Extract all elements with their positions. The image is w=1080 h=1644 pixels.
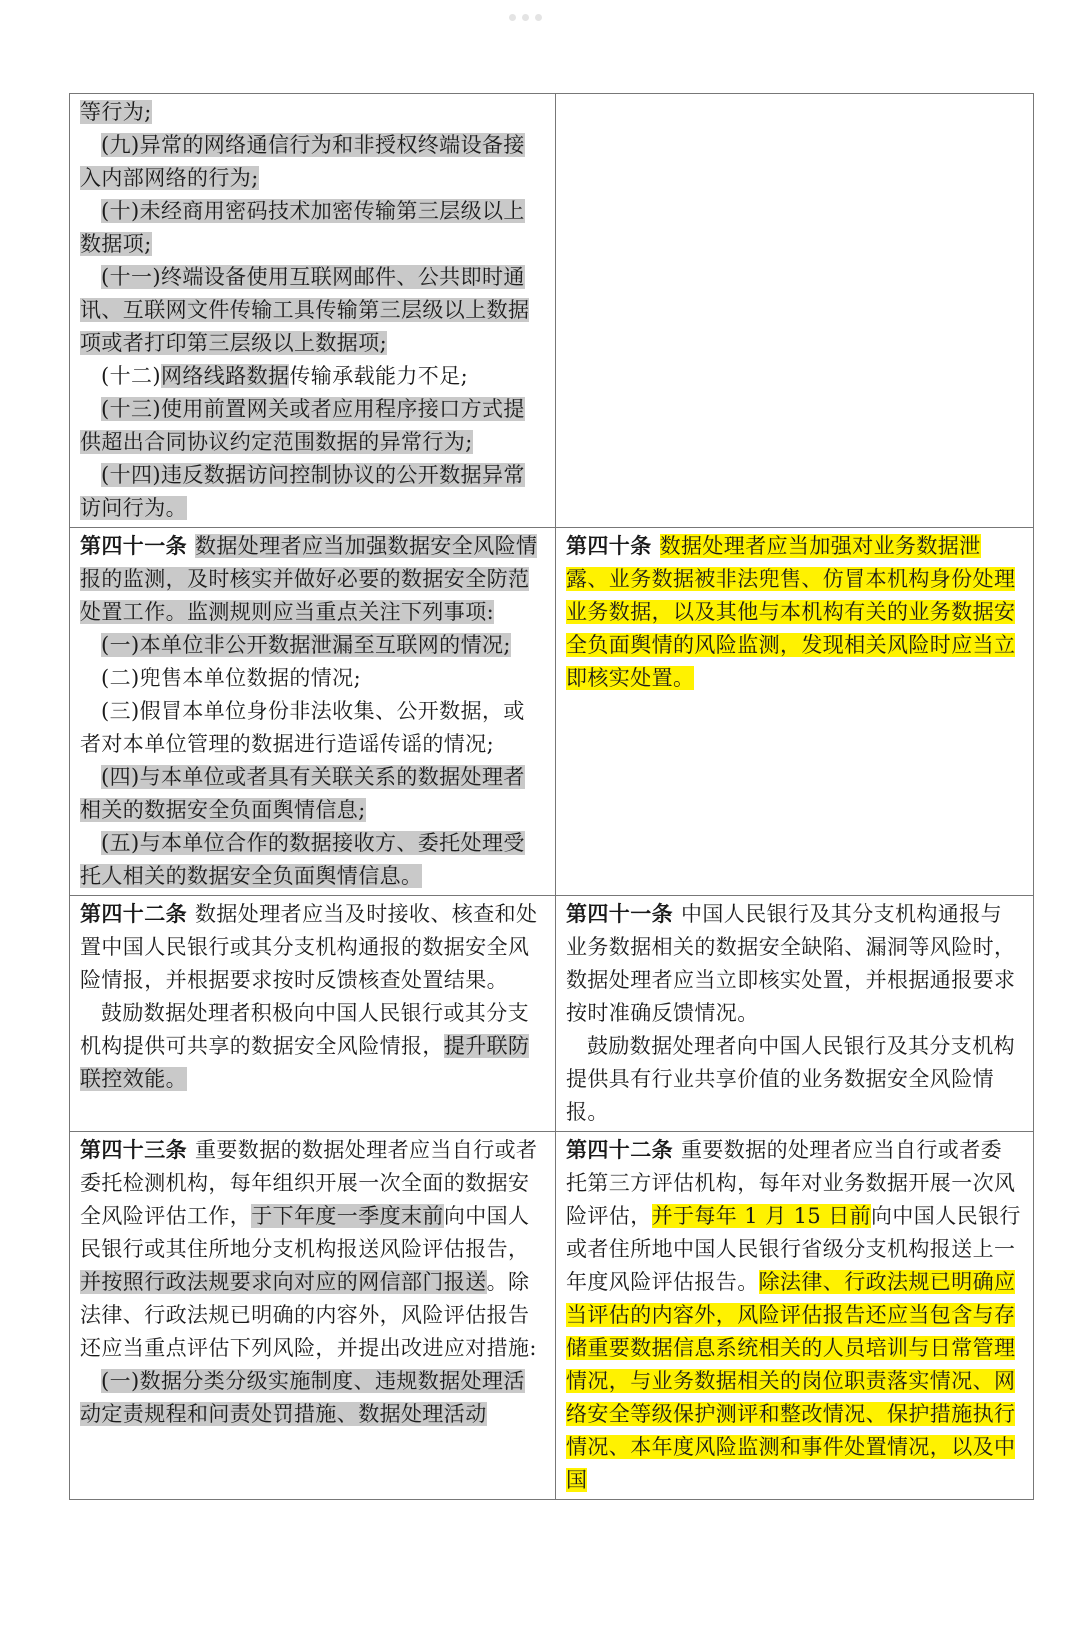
old-text-cell — [556, 528, 1034, 896]
article-number: 第四十二条 — [566, 1138, 673, 1162]
paragraph — [80, 393, 545, 459]
text-segment: 鼓励数据处理者积极向中国人民银行或其分支机构提供可共享的数据安全风险情报， — [80, 1001, 529, 1058]
highlighted-text: 提升联防联控效能。 — [80, 1034, 530, 1091]
paragraph — [80, 629, 545, 662]
text-segment: 向中国人民银行或其住所地分支机构报送风险评估报告， — [80, 1204, 530, 1261]
text-segment: 中国人民银行及其分支机构通报与业务数据相关的数据安全缺陷、漏洞等风险时，数据处理者应当立即核实处置，并根据通报要求按时准确反馈情况。 — [566, 902, 1016, 1025]
paragraph — [80, 129, 545, 195]
paragraph — [566, 898, 1023, 1030]
highlighted-text: 数据处理者应当加强数据安全风险情报的监测，及时核实并做好必要的数据安全防范处置工作。监测规则应当重点关注下列事项: — [80, 534, 538, 624]
paragraph — [80, 827, 545, 893]
new-text-cell — [70, 528, 556, 896]
article-number: 第四十条 — [566, 534, 652, 558]
table-row — [70, 528, 1034, 896]
text-segment: 传输承载能力不足; — [289, 364, 469, 388]
table-row — [70, 94, 1034, 528]
paragraph — [80, 530, 545, 629]
highlighted-text: 数据处理者应当加强对业务数据泄露、业务数据被非法兜售、仿冒本机构身份处理业务数据，以及其他与本机构有关的业务数据安全负面舆情的风险监测，发现相关风险时应当立即核实处置。 — [566, 534, 1016, 690]
highlighted-text: (四)与本单位或者具有关联关系的数据处理者相关的数据安全负面舆情信息; — [80, 765, 525, 822]
comparison-table — [69, 93, 1034, 1500]
highlighted-text: (十一)终端设备使用互联网邮件、公共即时通讯、互联网文件传输工具传输第三层级以上数据项或者打印第三层级以上数据项; — [80, 265, 530, 355]
highlighted-text: (十四)违反数据访问控制协议的公开数据异常访问行为。 — [80, 463, 525, 520]
highlighted-text: (十三)使用前置网关或者应用程序接口方式提供超出合同协议约定范围数据的异常行为; — [80, 397, 525, 454]
page-indicator-dots — [505, 14, 545, 22]
highlighted-text: 于下年度一季度末前 — [251, 1204, 444, 1228]
text-segment: 鼓励数据处理者向中国人民银行及其分支机构提供具有行业共享价值的业务数据安全风险情报。 — [566, 1034, 1015, 1124]
paragraph — [80, 997, 545, 1096]
paragraph — [80, 195, 545, 261]
old-text-cell — [556, 1132, 1034, 1500]
text-segment: 数据处理者应当及时接收、核查和处置中国人民银行或其分支机构通报的数据安全风险情报，并根据要求按时反馈核查处置结果。 — [80, 902, 538, 992]
highlighted-text: (九)异常的网络通信行为和非授权终端设备接入内部网络的行为; — [80, 133, 525, 190]
paragraph — [80, 662, 545, 695]
paragraph — [80, 96, 545, 129]
paragraph — [80, 459, 545, 525]
highlighted-text: 等行为; — [80, 100, 152, 124]
table-row — [70, 1132, 1034, 1500]
text-segment: (十二) — [101, 364, 161, 388]
paragraph — [80, 360, 545, 393]
text-segment: (二)兜售本单位数据的情况; — [101, 666, 362, 690]
new-text-cell — [70, 1132, 556, 1500]
highlighted-text: 除法律、行政法规已明确应当评估的内容外，风险评估报告还应当包含与存储重要数据信息系统相关的人员培训与日常管理情况，与业务数据相关的岗位职责落实情况、网络安全等级保护测评和整改情况、保护措施执行情况、本年度风险监测和事件处置情况，以及中国 — [566, 1270, 1016, 1492]
paragraph — [566, 530, 1023, 695]
paragraph — [80, 898, 545, 997]
paragraph — [566, 1134, 1023, 1497]
text-segment: (三)假冒本单位身份非法收集、公开数据，或者对本单位管理的数据进行造谣传谣的情况; — [80, 699, 525, 756]
highlighted-text: 网络线路数据 — [161, 364, 290, 388]
article-number: 第四十三条 — [80, 1138, 187, 1162]
new-text-cell — [70, 896, 556, 1132]
table-row — [70, 896, 1034, 1132]
old-text-cell — [556, 896, 1034, 1132]
paragraph — [80, 695, 545, 761]
highlighted-text: (一)本单位非公开数据泄漏至互联网的情况; — [101, 633, 511, 657]
new-text-cell — [70, 94, 556, 528]
paragraph — [80, 761, 545, 827]
paragraph — [80, 261, 545, 360]
text-segment: 重要数据的处理者应当自行或者委托第三方评估机构，每年对业务数据开展一次风险评估， — [566, 1138, 1016, 1228]
highlighted-text: (十)未经商用密码技术加密传输第三层级以上数据项; — [80, 199, 525, 256]
highlighted-text: 并按照行政法规要求向对应的网信部门报送 — [80, 1270, 487, 1294]
article-number: 第四十二条 — [80, 902, 187, 926]
article-number: 第四十一条 — [566, 902, 673, 926]
paragraph — [566, 1030, 1023, 1129]
text-segment: 重要数据的数据处理者应当自行或者委托检测机构，每年组织开展一次全面的数据安全风险评估工作， — [80, 1138, 538, 1228]
text-segment: 向中国人民银行或者住所地中国人民银行省级分支机构报送上一年度风险评估报告。 — [566, 1204, 1021, 1294]
highlighted-text: (五)与本单位合作的数据接收方、委托处理受托人相关的数据安全负面舆情信息。 — [80, 831, 525, 888]
paragraph — [80, 1134, 545, 1365]
highlighted-text: 并于每年 1 月 15 日前 — [651, 1204, 871, 1228]
text-segment: 。除法律、行政法规已明确的内容外，风险评估报告还应当重点评估下列风险，并提出改进应对措施: — [80, 1270, 537, 1360]
highlighted-text: (一)数据分类分级实施制度、违规数据处理活动定责规程和问责处罚措施、数据处理活动 — [80, 1369, 525, 1426]
article-number: 第四十一条 — [80, 534, 187, 558]
paragraph — [80, 1365, 545, 1431]
old-text-cell — [556, 94, 1034, 528]
